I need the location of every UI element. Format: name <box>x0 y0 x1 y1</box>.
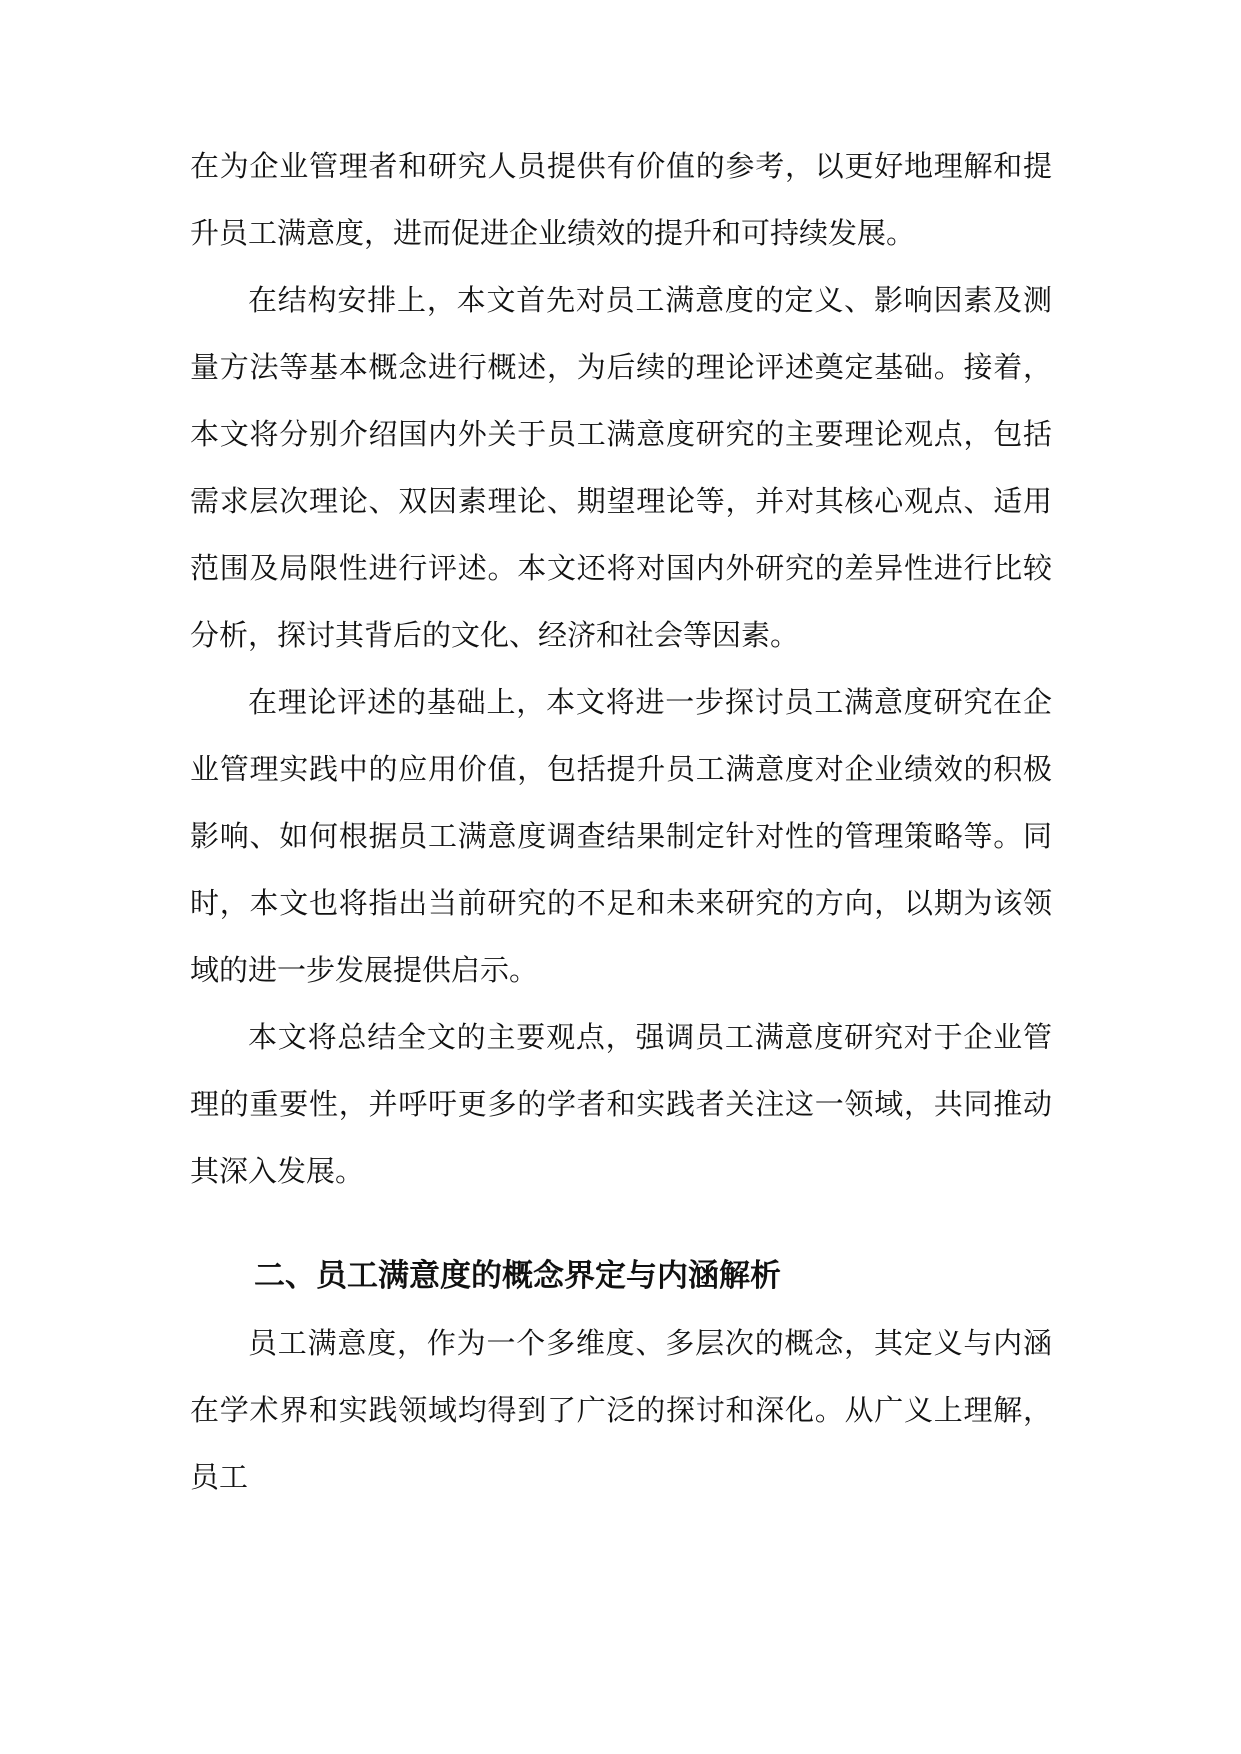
section-heading: 二、员工满意度的概念界定与内涵解析 <box>254 1258 781 1294</box>
paragraph-definition: 员工满意度，作为一个多维度、多层次的概念，其定义与内涵在学术界和实践领域均得到了广泛的探讨和深化。从广义上理解，员工 <box>190 1326 1052 1494</box>
paragraph-conclusion: 本文将总结全文的主要观点，强调员工满意度研究对于企业管理的重要性，并呼吁更多的学者和实践者关注这一领域，共同推动其深入发展。 <box>190 1020 1052 1188</box>
paragraph-continuation: 在为企业管理者和研究人员提供有价值的参考，以更好地理解和提升员工满意度，进而促进企业绩效的提升和可持续发展。 <box>190 149 1052 250</box>
paragraph-application: 在理论评述的基础上，本文将进一步探讨员工满意度研究在企业管理实践中的应用价值，包括提升员工满意度对企业绩效的积极影响、如何根据员工满意度调查结果制定针对性的管理策略等。同时，本文也将指出当前研究的不足和未来研究的方向，以期为该领域的进一步发展提供启示。 <box>190 685 1052 987</box>
paragraph-structure: 在结构安排上，本文首先对员工满意度的定义、影响因素及测量方法等基本概念进行概述，为后续的理论评述奠定基础。接着，本文将分别介绍国内外关于员工满意度研究的主要理论观点，包括需求层次理论、双因素理论、期望理论等，并对其核心观点、适用范围及局限性进行评述。本文还将对国内外研究的差异性进行比较分析，探讨其背后的文化、经济和社会等因素。 <box>190 283 1052 652</box>
document-body <box>190 133 1052 1511</box>
